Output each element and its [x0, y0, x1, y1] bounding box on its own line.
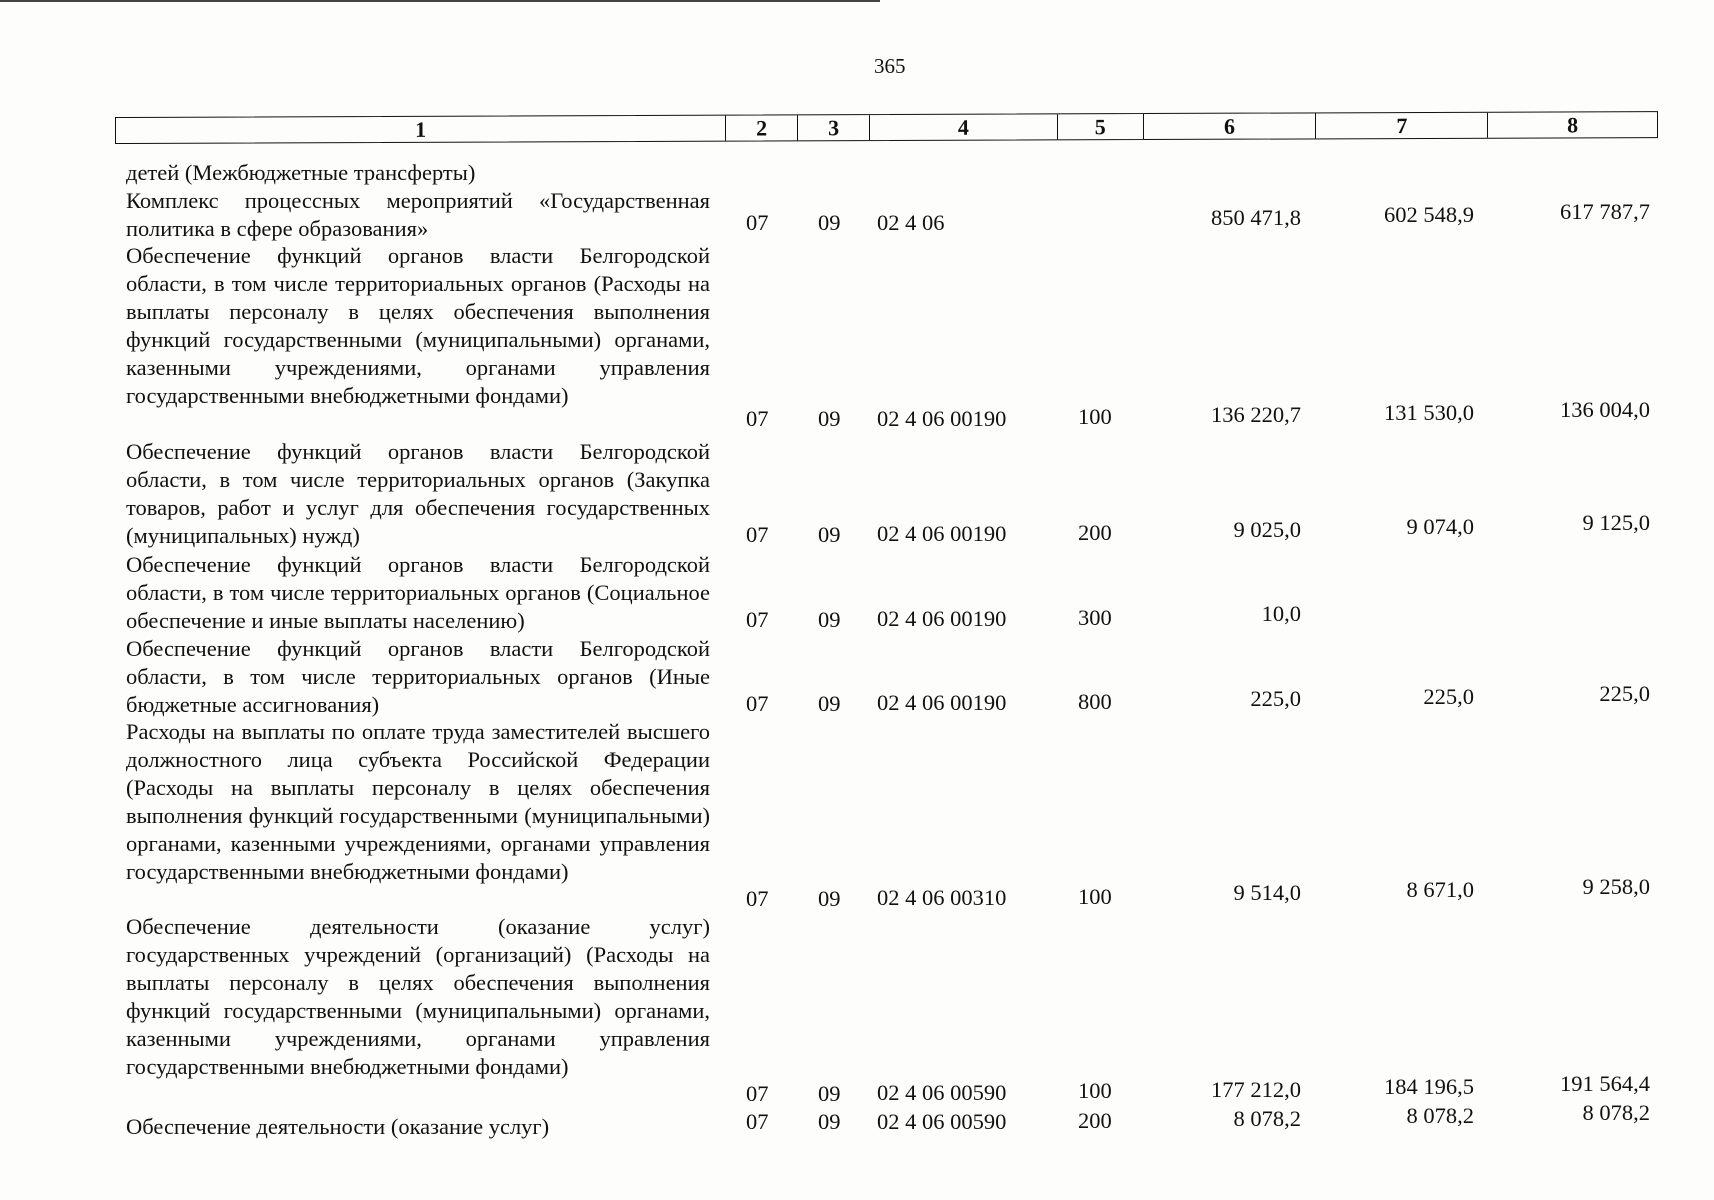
subsection-code: 09 — [818, 886, 841, 911]
header-col-2: 2 — [726, 115, 798, 140]
expense-type-code: 100 — [1078, 404, 1112, 429]
header-col-1: 1 — [116, 116, 726, 143]
amount-col-7: 8 671,0 — [1406, 877, 1474, 902]
expense-type-code: 200 — [1078, 520, 1112, 545]
subsection-code: 09 — [818, 522, 841, 547]
target-article-code: 02 4 06 00190 — [877, 521, 1007, 546]
amount-col-6: 136 220,7 — [1211, 402, 1301, 427]
header-col-8: 8 — [1567, 112, 1579, 138]
amount-col-8: 136 004,0 — [1560, 397, 1650, 422]
target-article-code: 02 4 06 00190 — [877, 406, 1007, 431]
amount-col-8: 9 125,0 — [1582, 510, 1650, 535]
section-code: 07 — [746, 1081, 769, 1106]
row-description: Обеспечение функций органов власти Белгородской области, в том числе территориальных органов (Иные бюджетные ассигнования) — [126, 636, 710, 717]
target-article-code: 02 4 06 00590 — [877, 1080, 1007, 1105]
subsection-code: 09 — [818, 1109, 841, 1134]
page-number: 365 — [874, 54, 906, 78]
header-col-6: 6 — [1144, 113, 1317, 139]
amount-col-8: 225,0 — [1599, 681, 1650, 706]
section-code: 07 — [746, 607, 769, 632]
amount-col-6: 177 212,0 — [1211, 1077, 1301, 1102]
header-col-4: 4 — [870, 114, 1058, 140]
subsection-code: 09 — [818, 210, 841, 235]
subsection-code: 09 — [818, 406, 841, 431]
row-description: Обеспечение деятельности (оказание услуг) государственных учреждений (организаций) (Расходы на выплаты персоналу в целях обеспечения выполнения функций государственными (муниципальными) органами, казенными учреждениями, органами управления государственными внебюджетными фондами) — [126, 914, 710, 1079]
section-code: 07 — [746, 210, 769, 235]
row-description: Комплекс процессных мероприятий «Государственная политика в сфере образования» — [126, 188, 710, 241]
section-code: 07 — [746, 522, 769, 547]
header-col-7: 7 — [1316, 113, 1488, 139]
header-col-3: 3 — [798, 115, 870, 140]
section-code: 07 — [746, 886, 769, 911]
amount-col-7: 184 196,5 — [1384, 1074, 1474, 1099]
amount-col-7: 131 530,0 — [1384, 400, 1474, 425]
amount-col-8: 191 564,4 — [1560, 1071, 1650, 1096]
subsection-code: 09 — [818, 691, 841, 716]
target-article-code: 02 4 06 00310 — [877, 885, 1007, 910]
target-article-code: 02 4 06 00590 — [877, 1109, 1007, 1134]
expense-type-code: 200 — [1078, 1108, 1112, 1133]
row-description: Расходы на выплаты по оплате труда заместителей высшего должностного лица субъекта Российской Федерации (Расходы на выплаты персоналу в целях обеспечения выполнения функций государственными (муниципальными) органами, казенными учреждениями, органами управления государственными внебюджетными фондами) — [126, 719, 710, 884]
expense-type-code: 100 — [1078, 884, 1112, 909]
amount-col-8: 617 787,7 — [1560, 199, 1650, 224]
amount-col-8: 8 078,2 — [1582, 1100, 1650, 1125]
section-code: 07 — [746, 691, 769, 716]
header-col-5: 5 — [1058, 114, 1144, 139]
amount-col-7: 8 078,2 — [1406, 1103, 1474, 1128]
subsection-code: 09 — [818, 1081, 841, 1106]
row-description: Обеспечение функций органов власти Белгородской области, в том числе территориальных органов (Закупка товаров, работ и услуг для обеспечения государственных (муниципальных) нужд) — [126, 439, 710, 548]
amount-col-6: 9 025,0 — [1233, 517, 1301, 542]
row-description: Обеспечение функций органов власти Белгородской области, в том числе территориальных органов (Социальное обеспечение и иные выплаты населению) — [126, 552, 710, 633]
amount-col-6: 9 514,0 — [1233, 880, 1301, 905]
amount-col-7: 602 548,9 — [1384, 202, 1474, 227]
row-description: детей (Межбюджетные трансферты) — [126, 160, 476, 185]
amount-col-7: 225,0 — [1423, 684, 1474, 709]
amount-col-6: 850 471,8 — [1211, 205, 1301, 230]
expense-type-code: 300 — [1078, 605, 1112, 630]
amount-col-6: 225,0 — [1250, 686, 1301, 711]
expense-type-code: 100 — [1078, 1078, 1112, 1103]
amount-col-6: 10,0 — [1261, 601, 1301, 626]
row-description: Обеспечение функций органов власти Белгородской области, в том числе территориальных органов (Расходы на выплаты персоналу в целях обеспечения выполнения функций государственными (муниципальными) органами, казенными учреждениями, органами управления государственными внебюджетными фондами) — [126, 243, 710, 408]
section-code: 07 — [746, 1109, 769, 1134]
amount-col-8: 9 258,0 — [1582, 874, 1650, 899]
row-description: Обеспечение деятельности (оказание услуг) — [126, 1114, 550, 1139]
expense-type-code: 800 — [1078, 689, 1112, 714]
target-article-code: 02 4 06 00190 — [877, 606, 1007, 631]
amount-col-7: 9 074,0 — [1406, 514, 1474, 539]
amount-col-6: 8 078,2 — [1233, 1106, 1301, 1131]
section-code: 07 — [746, 406, 769, 431]
target-article-code: 02 4 06 — [877, 210, 945, 235]
target-article-code: 02 4 06 00190 — [877, 690, 1007, 715]
subsection-code: 09 — [818, 607, 841, 632]
